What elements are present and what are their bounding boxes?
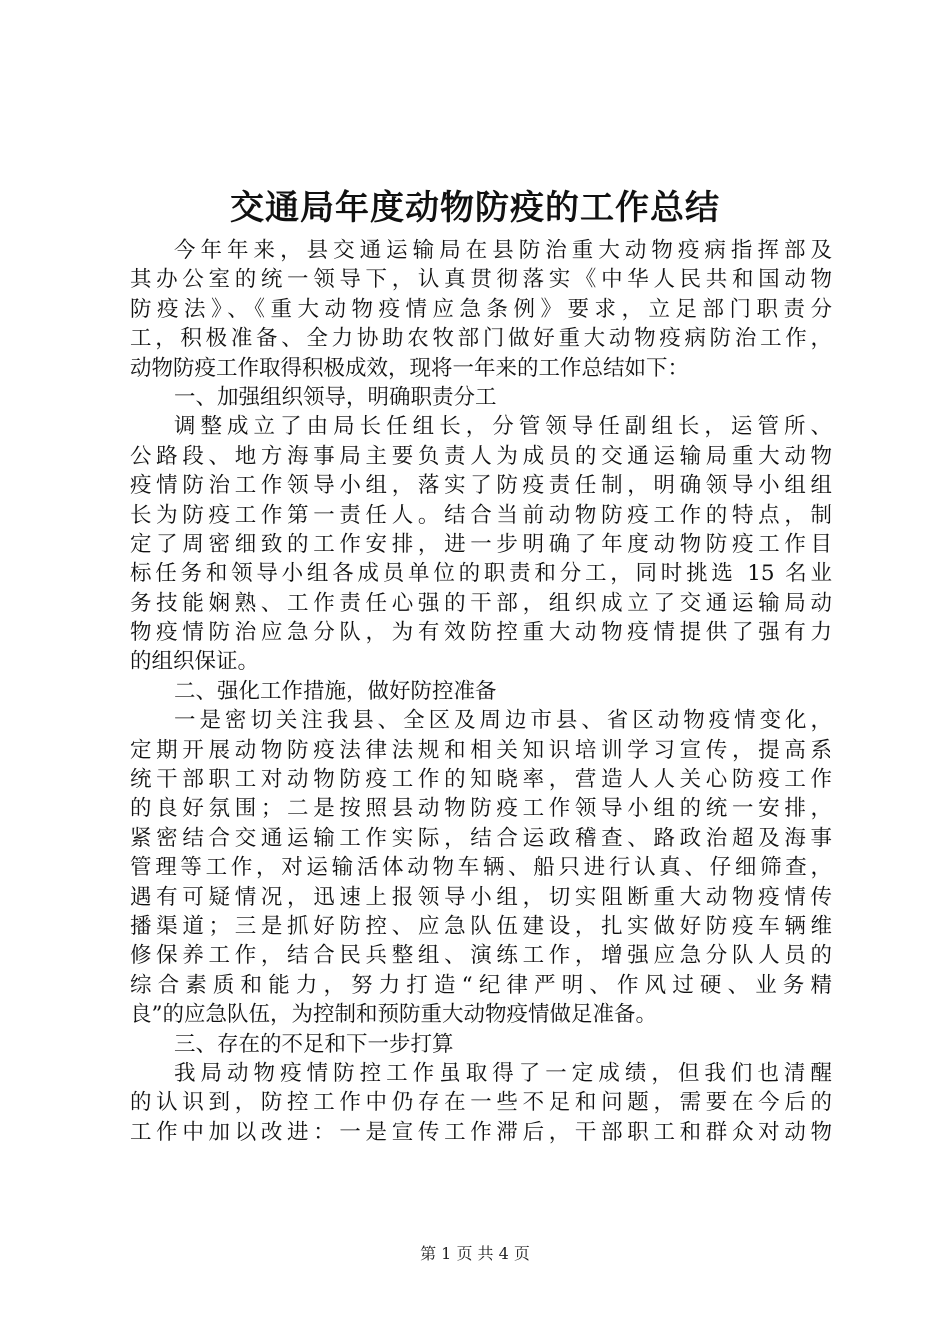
page-footer: 第 1 页 共 4 页 xyxy=(420,1244,530,1263)
paragraph-line: 长为防疫工作第一责任人。结合当前动物防疫工作的特点，制 xyxy=(130,502,832,528)
section-heading: 一、加强组织领导，明确职责分工 xyxy=(174,384,497,410)
paragraph-line: 紧密结合交通运输工作实际，结合运政稽查、路政治超及海事 xyxy=(130,825,832,851)
paragraph-line: 遇有可疑情况，迅速上报领导小组，切实阻断重大动物疫情传 xyxy=(130,884,832,910)
paragraph-line: 一是密切关注我县、全区及周边市县、省区动物疫情变化， xyxy=(174,708,832,734)
paragraph-line: 管理等工作，对运输活体动物车辆、船只进行认真、仔细筛查， xyxy=(130,855,832,881)
paragraph-line: 防疫法》、《重大动物疫情应急条例》要求，立足部门职责分 xyxy=(130,296,832,322)
paragraph-line: 修保养工作，结合民兵整组、演练工作，增强应急分队人员的 xyxy=(130,943,832,969)
paragraph-line: 工，积极准备、全力协助农牧部门做好重大动物疫病防治工作， xyxy=(130,326,832,352)
document-body xyxy=(130,236,832,1147)
paragraph-line: 标任务和领导小组各成员单位的职责和分工，同时挑选 15 名业 xyxy=(130,561,832,587)
paragraph-line: 其办公室的统一领导下，认真贯彻落实《中华人民共和国动物 xyxy=(130,267,832,293)
paragraph-line: 播渠道；三是抓好防控、应急队伍建设，扎实做好防疫车辆维 xyxy=(130,913,832,939)
document-title: 交通局年度动物防疫的工作总结 xyxy=(230,188,720,228)
paragraph-line: 的组织保证。 xyxy=(130,649,260,675)
paragraph-line: 工作中加以改进：一是宣传工作滞后，干部职工和群众对动物 xyxy=(130,1119,832,1145)
paragraph-line: 我局动物疫情防控工作虽取得了一定成绩，但我们也清醒 xyxy=(174,1060,832,1086)
section-heading: 三、存在的不足和下一步打算 xyxy=(174,1031,454,1057)
paragraph-line: 定期开展动物防疫法律法规和相关知识培训学习宣传，提高系 xyxy=(130,737,832,763)
section-heading: 二、强化工作措施，做好防控准备 xyxy=(174,678,497,704)
paragraph-line: 的认识到，防控工作中仍存在一些不足和问题，需要在今后的 xyxy=(130,1090,832,1116)
paragraph-line: 调整成立了由局长任组长，分管领导任副组长，运管所、 xyxy=(174,414,832,440)
paragraph-line: 统干部职工对动物防疫工作的知晓率，营造人人关心防疫工作 xyxy=(130,767,832,793)
paragraph-line: 综合素质和能力，努力打造“纪律严明、作风过硬、业务精 xyxy=(130,972,832,998)
paragraph-line: 公路段、地方海事局主要负责人为成员的交通运输局重大动物 xyxy=(130,443,832,469)
paragraph-line: 务技能娴熟、工作责任心强的干部，组织成立了交通运输局动 xyxy=(130,590,832,616)
paragraph-line: 疫情防治工作领导小组，落实了防疫责任制，明确领导小组组 xyxy=(130,473,832,499)
paragraph-line: 动物防疫工作取得积极成效，现将一年来的工作总结如下： xyxy=(130,355,690,381)
paragraph-line: 良”的应急队伍，为控制和预防重大动物疫情做足准备。 xyxy=(130,1002,657,1028)
paragraph-line: 今年年来，县交通运输局在县防治重大动物疫病指挥部及 xyxy=(174,238,832,263)
paragraph-line: 物疫情防治应急分队，为有效防控重大动物疫情提供了强有力 xyxy=(130,620,832,646)
paragraph-line: 的良好氛围；二是按照县动物防疫工作领导小组的统一安排， xyxy=(130,796,832,822)
paragraph-line: 定了周密细致的工作安排，进一步明确了年度动物防疫工作目 xyxy=(130,531,832,557)
